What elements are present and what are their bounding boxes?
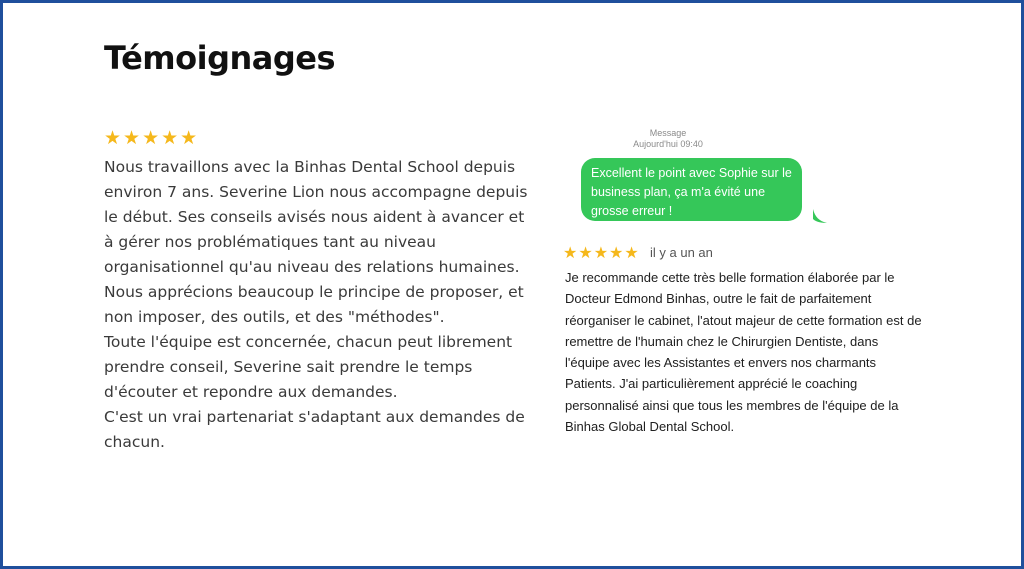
message-label: Message: [649, 128, 687, 138]
testimonial-paragraph: C'est un vrai partenariat s'adaptant aux demandes de chacun.: [104, 408, 525, 451]
testimonial-paragraph: Nous travaillons avec la Binhas Dental School depuis environ 7 ans. Severine Lion nous accompagne depuis le début. Ses conseils avisés nous aident à avancer et à gérer nos problématiques tant au niveau organisationnel qu'au niveau des relations humaines. Nous apprécions beaucoup le principe de proposer, et non imposer, des outils, et des "méthodes".: [104, 158, 528, 326]
message-bubble: Excellent le point avec Sophie sur le business plan, ça m'a évité une grosse erreur !: [581, 158, 802, 221]
review-star-rating-icon: ★★★★★: [563, 245, 640, 262]
testimonial-text: [104, 155, 534, 455]
testimonial-paragraph: Toute l'équipe est concernée, chacun peut librement prendre conseil, Severine sait prendre le temps d'écouter et repondre aux demandes.: [104, 333, 513, 401]
star-rating-icon: ★★★★★: [104, 128, 200, 149]
review-date: il y a un an: [650, 245, 713, 260]
review-text: Je recommande cette très belle formation élaborée par le Docteur Edmond Binhas, outre le fait de parfaitement réorganiser le cabinet, l'atout majeur de cette formation est de remettre de l'humain chez le Chirurgien Dentiste, dans l'équipe avec les Assistantes et envers nos charmants Patients. J'ai particulièrement apprécié le coaching personnalisé ainsi que tous les membres de l'équipe de la Binhas Global Dental School.: [565, 270, 922, 435]
page-title: Témoignages: [104, 39, 336, 77]
message-header: [603, 128, 733, 150]
bubble-tail-icon: [813, 209, 827, 223]
message-time: Aujourd'hui 09:40: [633, 139, 703, 149]
